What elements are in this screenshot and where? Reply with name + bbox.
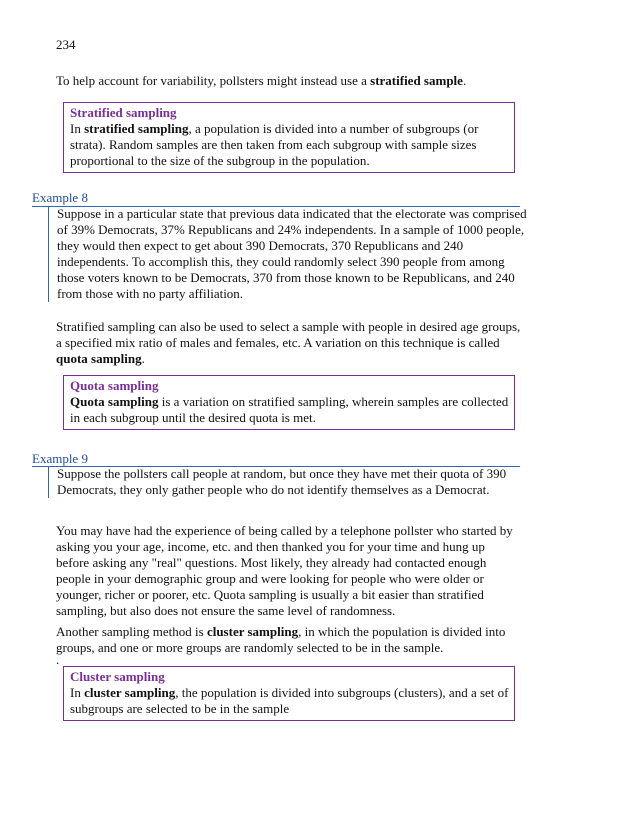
example-8-text: Suppose in a particular state that previous data indicated that the electorate was comprised of 39% Democrats, 37% Republicans and 24% independents. In a sample of 1000 people, they would then expect to get about 390 Democrats, 370 Republicans and 240 independents. To accomplish this, they could randomly select 390 people from among those voters known to be Democrats, 370 from those known to be Republicans, and 240 from those with no party affiliation.	[57, 206, 527, 301]
quota-intro-term: quota sampling	[56, 351, 142, 366]
quota-intro-paragraph	[56, 319, 521, 367]
intro-term: stratified sample	[370, 73, 463, 88]
stratified-definition	[70, 121, 514, 169]
quota-def-text: is a variation on stratified sampling, wherein samples are collected in each subgroup until the desired quota is met.	[70, 394, 509, 425]
intro-end: .	[462, 73, 467, 88]
example-9-label: Example 9	[32, 451, 88, 466]
intro-paragraph	[56, 73, 521, 89]
cluster-def-text: , the population is divided into subgroups (clusters), and a set of subgroups are selected to be in the sample	[70, 685, 509, 716]
example-9-body	[48, 466, 529, 498]
cluster-def-term: cluster sampling	[84, 685, 176, 700]
stray-dot: .	[56, 652, 60, 667]
example-8-body	[48, 206, 529, 302]
quota-intro-end: .	[141, 351, 145, 366]
pollster-paragraph: You may have had the experience of being called by a telephone pollster who started by asking you your age, income, etc. and then thanked you for your time and hung up before asking any "real" questions. Most likely, they already had contacted enough people in your demographic group and were looking for people who were older or younger, richer or poorer, etc. Quota sampling is usually a bit easier than stratified sampling, but also does not ensure the same level of randomness.	[56, 523, 513, 618]
example-8-label: Example 8	[32, 190, 88, 205]
stratified-def-pre: In	[70, 121, 85, 136]
cluster-intro-text: Another sampling method is	[56, 624, 207, 639]
cluster-box-title: Cluster sampling	[70, 669, 165, 684]
quota-definition-box	[63, 375, 515, 430]
cluster-intro-end: , in which the population is divided into groups, and one or more groups are randomly selected to be in the sample.	[56, 624, 506, 655]
cluster-definition	[70, 685, 514, 717]
quota-intro-text: Stratified sampling can also be used to select a sample with people in desired age groups, a specified mix ratio of males and females, etc. A variation on this technique is called	[56, 319, 521, 350]
quota-box-title: Quota sampling	[70, 378, 159, 393]
quota-definition	[70, 394, 514, 426]
page-number: 234	[56, 37, 76, 52]
intro-text: To help account for variability, pollsters might instead use a	[56, 73, 371, 88]
stratified-def-text: , a population is divided into a number of subgroups (or strata). Random samples are then taken from each subgroup with sample sizes proportional to the size of the subgroup in the population.	[70, 121, 479, 168]
cluster-def-pre: In	[70, 685, 85, 700]
stratified-definition-box	[63, 102, 515, 173]
cluster-intro-term: cluster sampling	[206, 624, 299, 639]
cluster-intro-paragraph	[56, 624, 521, 656]
example-9-text: Suppose the pollsters call people at random, but once they have met their quota of 390 Democrats, they only gather people who do not identify themselves as a Democrat.	[57, 466, 507, 497]
cluster-definition-box	[63, 666, 515, 721]
quota-def-term: Quota sampling	[70, 394, 159, 409]
stratified-box-title: Stratified sampling	[70, 105, 177, 120]
stratified-def-term: stratified sampling	[84, 121, 189, 136]
